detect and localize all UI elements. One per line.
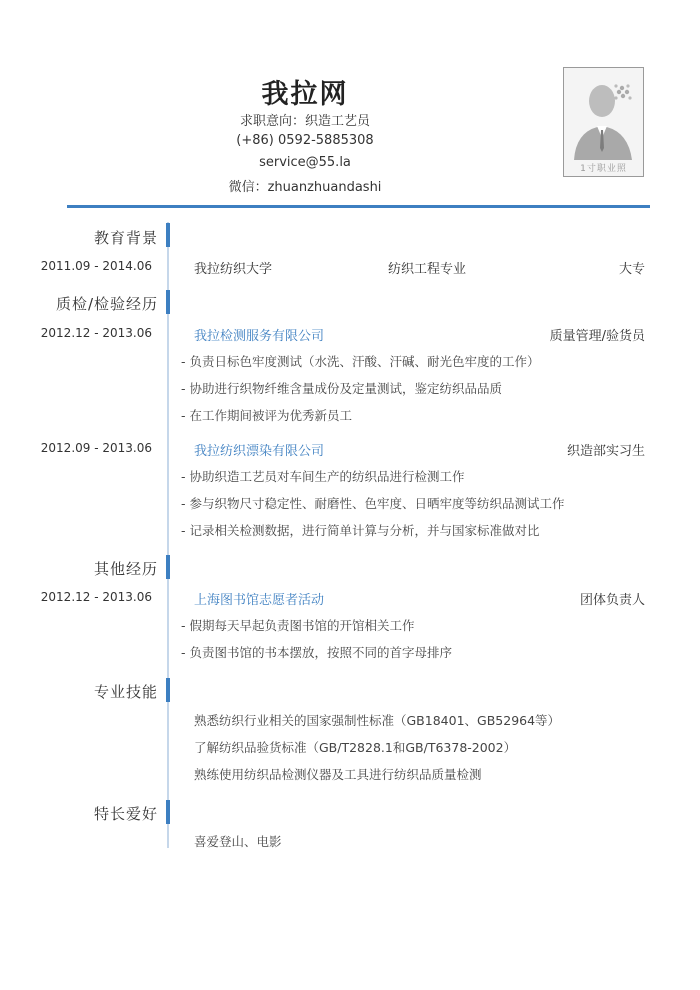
job-role: 质量管理/验货员 — [549, 329, 645, 344]
activity-bullet: - 负责图书馆的书本摆放，按照不同的首字母排序 — [181, 645, 452, 660]
activity-role: 团体负责人 — [579, 593, 645, 608]
section-title-hobbies: 特长爱好 — [93, 805, 158, 823]
phone: (+86) 0592-5885308 — [236, 133, 374, 148]
section-marker — [166, 678, 170, 702]
job-intention: 求职意向：织造工艺员 — [239, 114, 370, 129]
section-title-education: 教育背景 — [93, 229, 158, 247]
email: service@55.la — [259, 155, 351, 170]
skill-item: 熟悉纺织行业相关的国家强制性标准（GB18401、GB52964等） — [194, 713, 561, 728]
job-date: 2012.12 - 2013.06 — [40, 326, 152, 340]
job-bullet: - 记录相关检测数据，进行简单计算与分析，并与国家标准做对比 — [181, 523, 540, 538]
section-marker — [166, 223, 170, 247]
job-bullet: - 协助进行织物纤维含量成份及定量测试，鉴定纺织品品质 — [181, 381, 502, 396]
job-bullet: - 协助织造工艺员对车间生产的纺织品进行检测工作 — [181, 469, 465, 484]
job-company: 我拉检测服务有限公司 — [194, 329, 325, 344]
hobbies-text: 喜爱登山、电影 — [194, 834, 282, 849]
activity-date: 2012.12 - 2013.06 — [40, 590, 152, 604]
job-bullet: - 参与织物尺寸稳定性、耐磨性、色牢度、日晒牢度等纺织品测试工作 — [181, 496, 565, 511]
person-silhouette-icon — [564, 68, 643, 176]
timeline-spine — [167, 222, 169, 848]
job-bullet: - 在工作期间被评为优秀新员工 — [181, 408, 352, 423]
skill-item: 熟练使用纺织品检测仪器及工具进行纺织品质量检测 — [194, 767, 482, 782]
photo-caption: 1寸职业照 — [580, 164, 627, 174]
education-school: 我拉纺织大学 — [194, 262, 273, 277]
education-degree: 大专 — [618, 262, 645, 277]
job-bullet: - 负责日标色牢度测试（水洗、汗酸、汗碱、耐光色牢度的工作） — [181, 354, 540, 369]
job-company: 我拉纺织漂染有限公司 — [194, 444, 325, 459]
section-title-qc-experience: 质检/检验经历 — [55, 295, 158, 313]
education-date: 2011.09 - 2014.06 — [40, 259, 152, 273]
wechat: 微信：zhuanzhuandashi — [228, 180, 382, 195]
candidate-name: 我拉网 — [261, 79, 349, 110]
profile-photo — [563, 67, 644, 177]
activity-org: 上海图书馆志愿者活动 — [194, 593, 325, 608]
job-role: 织造部实习生 — [566, 444, 645, 459]
section-marker — [166, 290, 170, 314]
header-divider — [67, 205, 650, 208]
education-major: 纺织工程专业 — [388, 262, 467, 277]
section-title-other-experience: 其他经历 — [93, 560, 158, 578]
section-marker — [166, 800, 170, 824]
skill-item: 了解纺织品验货标准（GB/T2828.1和GB/T6378-2002） — [194, 740, 517, 755]
activity-bullet: - 假期每天早起负责图书馆的开馆相关工作 — [181, 618, 415, 633]
section-marker — [166, 555, 170, 579]
job-date: 2012.09 - 2013.06 — [40, 441, 152, 455]
section-title-skills: 专业技能 — [93, 683, 158, 701]
